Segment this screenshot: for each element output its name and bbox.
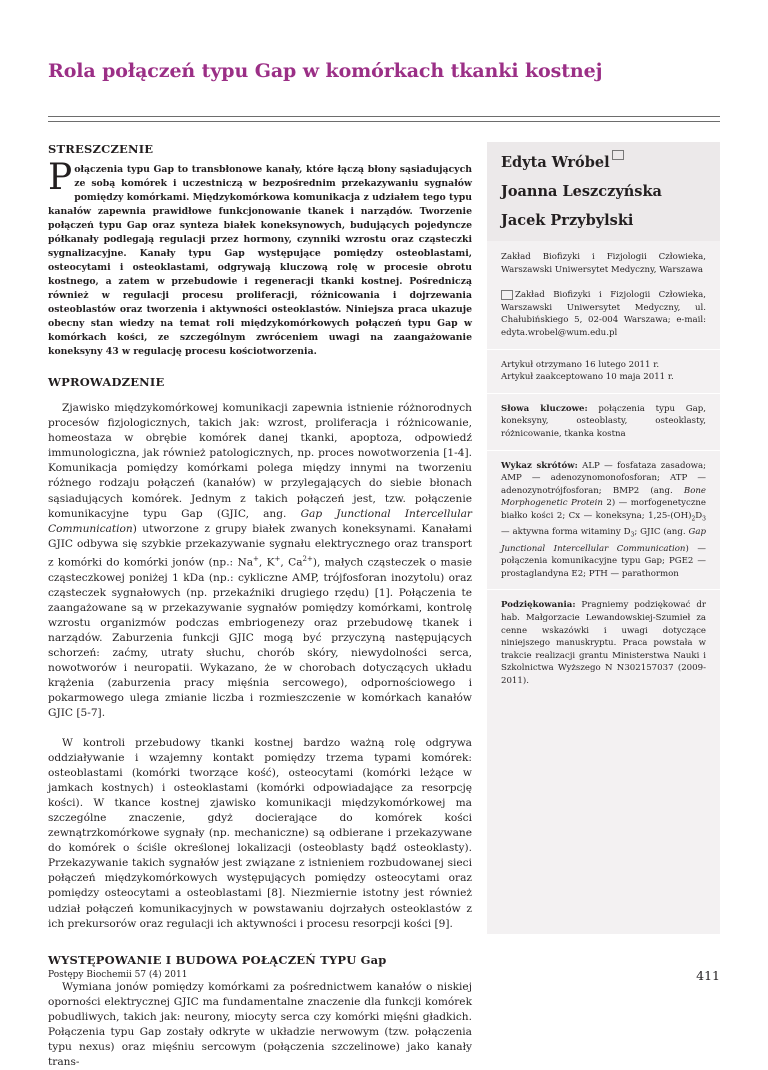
section2-heading: WYSTĘPOWANIE I BUDOWA POŁĄCZEŃ TYPU Gap: [48, 952, 387, 967]
abbreviations: Wykaz skrótów: ALP — fosfataza zasadowa; AMP — adenozynomonofosforan; ATP — adenozynotrójfosforan; BMP2 (ang. Bone Morphogenetic Protein 2) — morfogenetyczne białko kości 2; Cx — koneksyna; $1,25-(OH)_2D_3$ — aktywna forma witaminy $D_3$; GJIC (ang. Gap Junctional Intercellular Communication) — połączenia komunikacyjne typu Gap; PGE2 — prostaglandyna E2; PTH — parathormon: [501, 460, 707, 579]
title-rule-top: [48, 116, 720, 117]
envelope-icon: [501, 290, 513, 300]
affiliation: Zakład Biofizyki i Fizjologii Człowieka, Warszawski Uniwersytet Medyczny, Warszawa: [501, 252, 706, 275]
author-2: Joanna Leszczyńska: [501, 183, 662, 200]
intro-paragraph-1: Zjawisko międzykomórkowej komunikacji zapewnia istnienie różnorodnych procesów fizjologicznych, takich jak: wzrost, proliferacja i różnicowanie, homeostaza w obrębie komórek danej tkanki, apoptoza, odpowiedź immunologiczna, jak również patologicznych, np. proces nowotworzenia [1-4]. Komunikacja pomiędzy komórkami polega między innymi na tworzeniu różnego rodzaju połączeń (kanałów) w przylegających do siebie błonach sąsiadujących komórek. Jednym z takich połączeń jest, tzw. połączenie komunikacyjne typu Gap (GJIC, ang. Gap Junctional Intercellular Communication) utworzone z grupy białek zwanych koneksynami. Kanałami GJIC odbywa się szybkie przekazywanie sygnału elektrycznego oraz transport z komórki do komórki jonów (np.: Na+, K+, $Ca^{2+}$), małych cząsteczek o masie cząsteczkowej poniżej 1 kDa (np.: cykliczne AMP, trójfosforan inozytolu) oraz cząsteczek sygnałowych (np. przekaźniki drugiego rzędu) [1]. Połączenia te zaangażowane są w przekazywanie sygnałów pomiędzy komórkami, kontrolę wzrostu organizmów podczas embriogenezy oraz przebudowę tkanek i narządów. Zaburzenia funkcji GJIC mogą być przyczyną następujących schorzeń: zaćmy, utraty słuchu, chorób skóry, niewydolności serca, nowotworów i neuropatii. Wykazano, że w chorobach dotyczących układu krążenia (zaburzenia pracy mięśnia sercowego), odpornościowego i pokarmowego ulega zmianie liczba i rozmieszczenie w komórkach kanałów GJIC [5-7].: [48, 402, 472, 720]
abstract-body: ołączenia typu Gap to transbłonowe kanały, które łączą błony sąsiadujących ze sobą komórek i uczestniczą w bezpośrednim przekazywaniu sygnałów pomiędzy komórkami. Międzykomórkowa komunikacja z udziałem tego typu kanałów zapewnia prawidłowe funkcjonowanie tkanek i narządów. Tworzenie połączeń typu Gap oraz synteza białek koneksynowych, budujących pojedyncze półkanały podlegają regulacji przez hormony, czynniki wzrostu oraz cząsteczki sygnalizacyjne. Kanały typu Gap występujące pomiędzy osteoblastami, osteocytami i osteoklastami, odgrywają kluczową rolę w procesie obrotu kostnego, a zatem w przebudowie i regeneracji tkanki kostnej. Pośredniczą również w regulacji procesu proliferacji, różnicowania i dojrzewania osteoblastów oraz tworzenia i aktywności osteoklastów. Niniejsza praca ukazuje obecny stan wiedzy na temat roli międzykomórkowych połączeń typu Gap w komórkach kości, ze szczególnym zwróceniem uwagi na zaangażowanie koneksyny 43 w regulację procesu kościotworzenia.: [48, 164, 472, 357]
article-title: Rola połączeń typu Gap w komórkach tkanki kostnej: [48, 60, 603, 82]
keywords: Słowa kluczowe: połączenia typu Gap, koneksyny, osteoblasty, osteoklasty, różnicowanie, tkanka kostna: [501, 403, 706, 439]
received-date: Artykuł otrzymano 16 lutego 2011 r.: [501, 359, 660, 370]
intro-heading: WPROWADZENIE: [48, 375, 165, 389]
author-1: Edyta Wróbel: [501, 148, 720, 177]
correspondence: Zakład Biofizyki i Fizjologii Człowieka, Warszawski Uniwersytet Medyczny, ul. Chałubińskiego 5, 02-004 Warszawa; e-mail: edyta.wrobel@wum.edu.pl: [501, 290, 706, 338]
drop-cap: P: [48, 157, 73, 198]
main-column: [48, 142, 472, 1070]
acknowledgements: Podziękowania: Pragniemy podziękować dr hab. Małgorzacie Lewandowskiej-Szumieł za cenne wskazówki i uwagi dotyczące niniejszego manuskryptu. Praca powstała w trakcie realizacji grantu Ministerstwa Nauki i Szkolnictwa Wyższego N N302157037 (2009-2011).: [501, 600, 706, 686]
abstract-text: [48, 157, 472, 359]
page-number: 411: [696, 968, 720, 983]
divider: [487, 589, 720, 590]
accepted-date: Artykuł zaakceptowano 10 maja 2011 r.: [501, 372, 674, 383]
abstract-heading: STRESZCZENIE: [48, 142, 154, 156]
journal-footer: Postępy Biochemii 57 (4) 2011: [48, 970, 188, 980]
divider: [487, 349, 720, 350]
sidebar: [487, 142, 720, 934]
envelope-icon: [612, 150, 624, 160]
title-rule-bottom: [48, 121, 720, 122]
divider: [487, 393, 720, 394]
author-list: [487, 142, 720, 241]
author-3: Jacek Przybylski: [501, 212, 634, 229]
divider: [487, 450, 720, 451]
intro-paragraph-2: W kontroli przebudowy tkanki kostnej bardzo ważną rolę odgrywa oddziaływanie i wzajemny kontakt pomiędzy trzema typami komórek: osteoblastami (komórki tworzące kość), osteocytami (komórki leżące w jamkach kostnych) i osteoklastami (komórki odpowiadające za resorpcję kości). W tkance kostnej zjawisko komunikacji międzykomórkowej ma szczególne znaczenie, gdyż docierające do komórek kości zewnątrzkomórkowe sygnały (np. mechaniczne) są odbierane i przekazywane do komórek o ściśle określonej lokalizacji (osteoblasty bądź osteoklasty). Przekazywanie takich sygnałów jest związane z istnieniem rozbudowanej sieci połączeń międzykomórkowych występujących pomiędzy osteocytami oraz pomiędzy osteocytami a osteoblastami [8]. Niezmiernie istotny jest również udział połączeń komunikacyjnych w powstawaniu dojrzałych osteoklastów z ich prekursorów oraz regulacji ich aktywności i procesu resorpcji kości [9].: [48, 736, 472, 930]
section2-paragraph-1: Wymiana jonów pomiędzy komórkami za pośrednictwem kanałów o niskiej oporności elektrycznej GJIC ma fundamentalne znaczenie dla funkcji komórek pobudliwych, takich jak: neurony, miocyty serca czy komórki mięśni gładkich. Połączenia typu Gap zostały odkryte w układzie nerwowym (tzw. połączenia typu nexus) oraz mięśniu sercowym (połączenia szczelinowe) jako kanały trans-: [48, 980, 472, 1069]
